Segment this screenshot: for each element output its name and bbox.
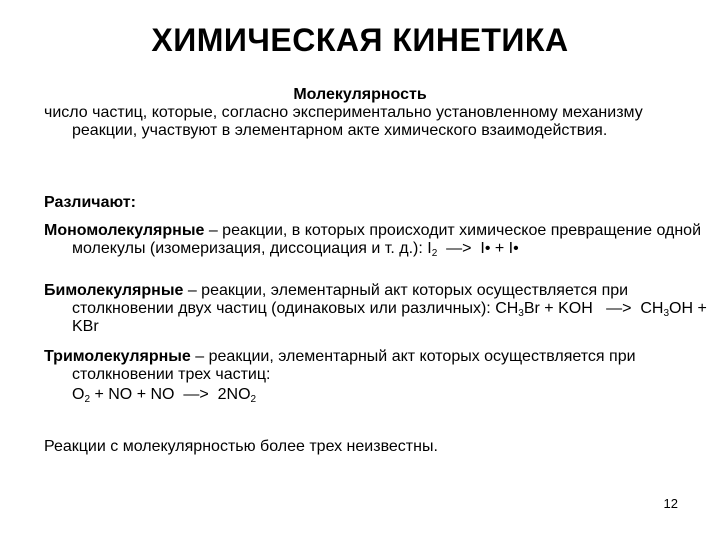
slide-title: ХИМИЧЕСКАЯ КИНЕТИКА [151, 22, 569, 58]
conclusion-paragraph: Реакции с молекулярностью более трех неизвестны. [44, 438, 438, 455]
mono-term: Мономолекулярные [44, 222, 205, 239]
tri-term: Тримолекулярные [44, 348, 191, 365]
definition-paragraph: число частиц, которые, согласно экспериментально установленному механизму реакции, участвуют в элементарном акте химического взаимодействия. [44, 104, 643, 139]
mono-paragraph [44, 222, 712, 258]
page-number: 12 [663, 496, 678, 511]
bi-formula: $CH_3Br$ + KOH —> $CH_3OH$ + KBr [72, 300, 707, 335]
tri-paragraph [44, 348, 712, 404]
section-heading: Молекулярность [293, 86, 427, 103]
mono-text: – реакции, в которых происходит химическое превращение одной молекулы (изомеризация, диссоциация и т. д.): [72, 222, 702, 257]
tri-text: – реакции, элементарный акт которых осуществляется при столкновении трех частиц: [72, 348, 636, 383]
tri-formula: $O_2$ + NO + NO —> $2NO_2$ [72, 386, 257, 405]
bi-paragraph [44, 282, 712, 336]
bi-term: Бимолекулярные [44, 282, 184, 299]
bi-text: – реакции, элементарный акт которых осуществляется при столкновении двух частиц (одинаковых или различных): [72, 282, 629, 317]
mono-formula: $I_2$ —> I• + I• [427, 240, 519, 259]
distinguish-label: Различают: [44, 194, 136, 211]
